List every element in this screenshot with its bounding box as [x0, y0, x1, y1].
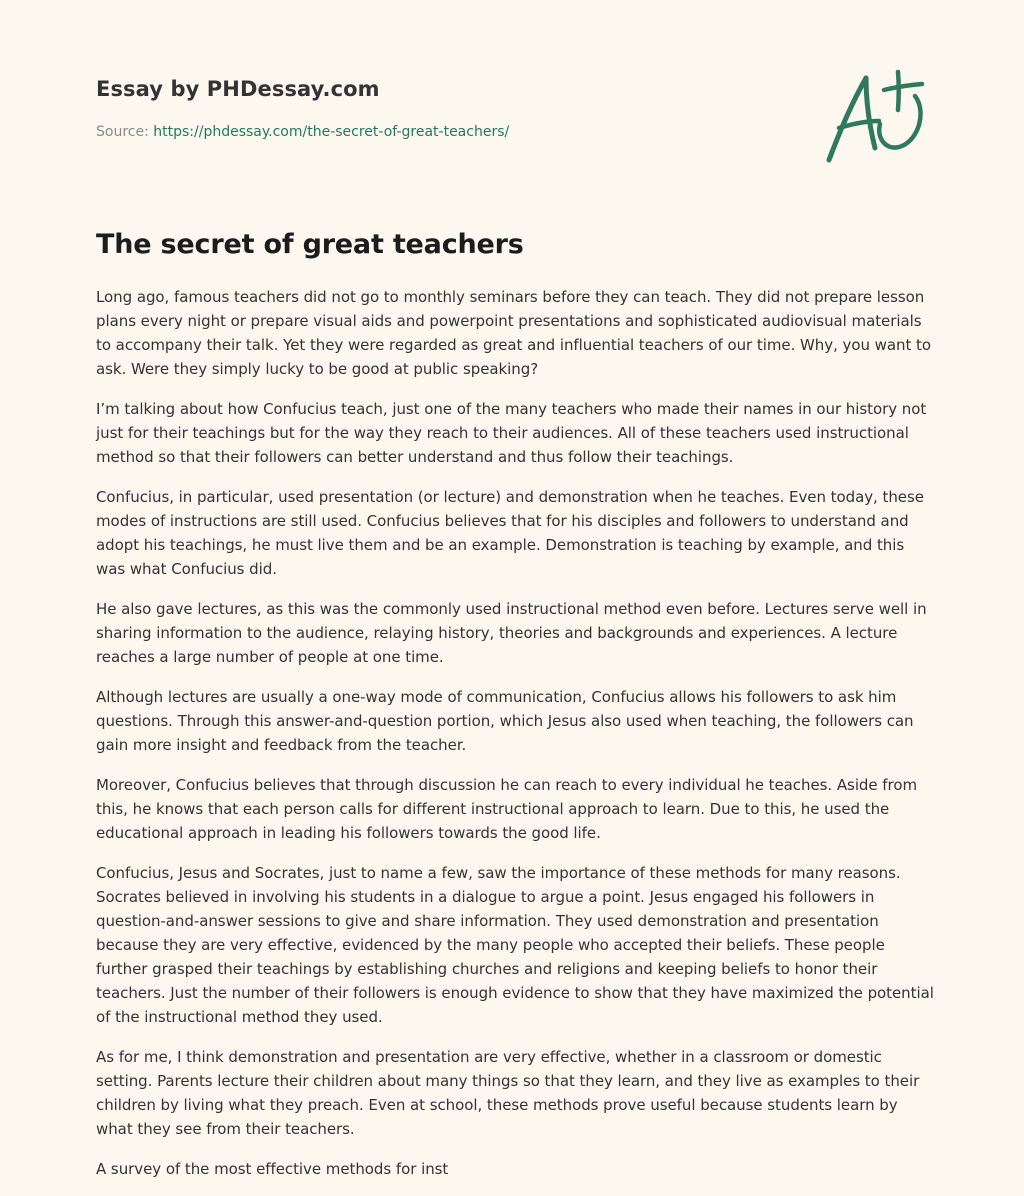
essay-paragraph: Long ago, famous teachers did not go to monthly seminars before they can teach. They did not prepare lesson plans every night or prepare visual aids and powerpoint presentations and sophisticated audiovisual materials to accompany their talk. Yet they were regarded as great and influential teachers of our time. Why, you want to ask. Were they simply lucky to be good at public speaking? — [96, 288, 931, 378]
essay-paragraph: As for me, I think demonstration and presentation are very effective, whether in a classroom or domestic setting. Parents lecture their children about many things so that they learn, and they live as examples to their children by living what they preach. Even at school, these methods prove useful because students learn by what they see from their teachers. — [96, 1048, 920, 1138]
essay-title: The secret of great teachers — [96, 229, 524, 260]
essay-paragraph: Moreover, Confucius believes that through discussion he can reach to every individual he teaches. Aside from this, he knows that each person calls for different instructional approach to learn. Due to this, he used the educational approach in leading his followers towards the good life. — [96, 776, 918, 842]
essay-paragraph: Confucius, in particular, used presentation (or lecture) and demonstration when he teaches. Even today, these modes of instructions are still used. Confucius believes that for his disciples and followers to understand and adopt his teachings, he must live them and be an example. Demonstration is teaching by example, and this was what Confucius did. — [96, 488, 924, 578]
essay-paragraph: Although lectures are usually a one-way mode of communication, Confucius allows his followers to ask him questions. Through this answer-and-question portion, which Jesus also used when teaching, the followers can gain more insight and feedback from the teacher. — [96, 688, 914, 754]
page-header — [96, 74, 796, 142]
essay-paragraph: He also gave lectures, as this was the commonly used instructional method even before. Lectures serve well in sharing information to the audience, relaying history, theories and backgrounds and experiences. A lecture reaches a large number of people at one time. — [96, 600, 927, 666]
site-brand: Essay by PHDessay.com — [96, 77, 380, 101]
essay-paragraph: Confucius, Jesus and Socrates, just to name a few, saw the importance of these methods for many reasons. Socrates believed in involving his students in a dialogue to argue a point. Jesus engaged his followers in question-and-answer sessions to give and share information. They used demonstration and presentation because they are very effective, evidenced by the many people who accepted their beliefs. These people further grasped their teachings by establishing churches and religions and keeping beliefs to honor their teachers. Just the number of their followers is enough evidence to show that they have maximized the potential of the instructional method they used. — [96, 864, 934, 1026]
a-plus-logo-icon — [822, 66, 928, 166]
essay-paragraph: I’m talking about how Confucius teach, just one of the many teachers who made their names in our history not just for their teachings but for the way they reach to their audiences. All of these teachers used instructional method so that their followers can better understand and thus follow their teachings. — [96, 400, 927, 466]
essay-body — [96, 285, 934, 1196]
essay-paragraph-truncated: A survey of the most effective methods for inst — [96, 1160, 449, 1178]
source-line — [96, 122, 796, 142]
source-link[interactable]: https://phdessay.com/the-secret-of-great-teachers/ — [153, 124, 510, 140]
source-label: Source: — [96, 124, 154, 140]
